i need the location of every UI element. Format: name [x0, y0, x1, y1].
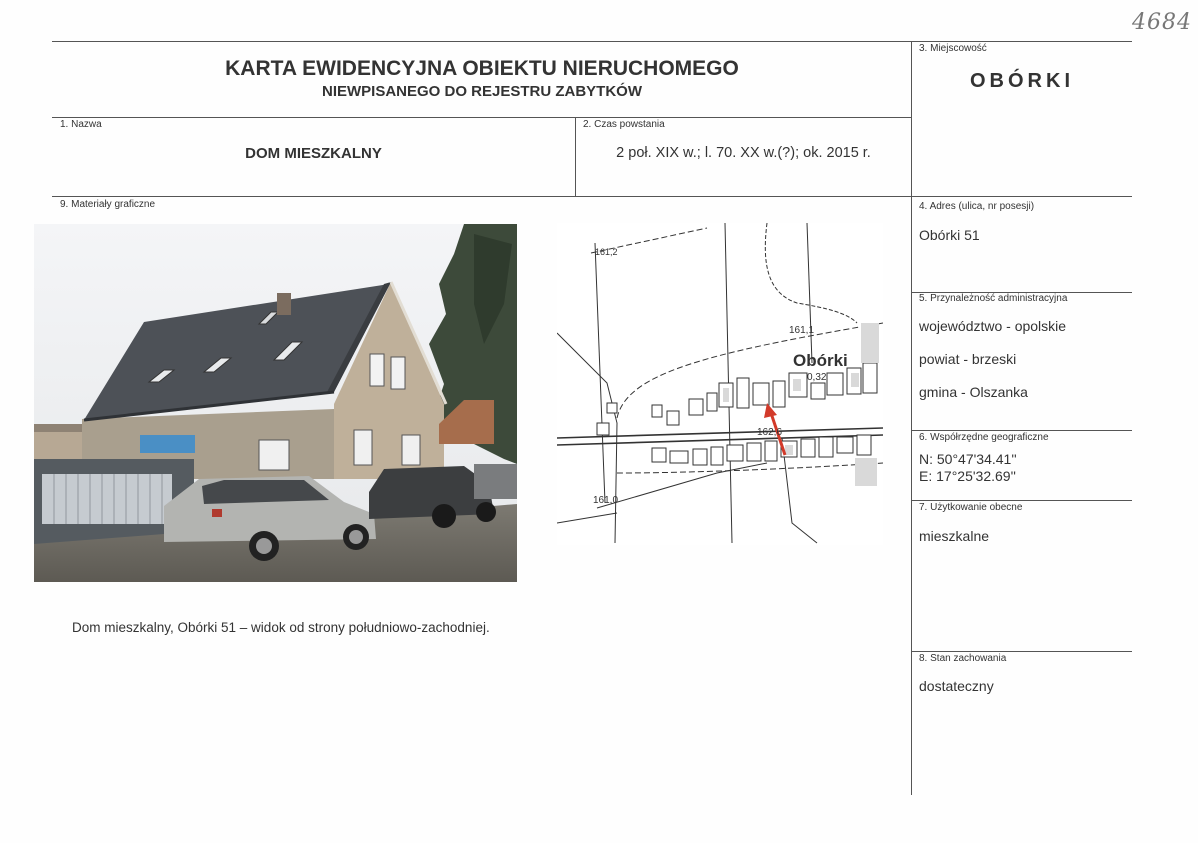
name-label: 1. Nazwa [60, 119, 102, 130]
locality-value: OBÓRKI [970, 70, 1074, 92]
card-subtitle: NIEWPISANEGO DO REJESTRU ZABYTKÓW [321, 83, 643, 100]
house-photo [34, 224, 517, 582]
admin-label: 5. Przynależność administracyjna [919, 293, 1068, 304]
map-elevation-1611: 161,1 [789, 325, 815, 336]
admin-county: powiat - brzeski [919, 351, 1017, 367]
map-elevation-1610: 161,0 [593, 495, 619, 506]
map-elevation-1626: 162,6 [757, 427, 783, 438]
card-title: KARTA EWIDENCYJNA OBIEKTU NIERUCHOMEGO [225, 57, 739, 80]
condition-label: 8. Stan zachowania [919, 653, 1007, 664]
archive-number: 4684 [1132, 10, 1192, 35]
coordinates-label: 6. Współrzędne geograficzne [919, 432, 1049, 443]
admin-voivodeship: województwo - opolskie [919, 318, 1067, 334]
map-place-label: Obórki [793, 351, 848, 370]
frame-row2-bottom-line [52, 196, 1132, 197]
address-value: Obórki 51 [919, 227, 980, 243]
condition-value: dostateczny [919, 678, 994, 694]
usage-label: 7. Użytkowanie obecne [919, 502, 1023, 513]
name-value: DOM MIESZKALNY [245, 145, 382, 162]
address-label: 4. Adres (ulica, nr posesji) [919, 201, 1035, 212]
map-elevation-1612: 161,2 [595, 247, 618, 257]
coordinates-n: N: 50°47'34.41'' [919, 451, 1017, 467]
graphics-label: 9. Materiały graficzne [60, 199, 156, 210]
date-value: 2 poł. XIX w.; l. 70. XX w.(?); ok. 2015 r. [616, 145, 871, 161]
locality-label: 3. Miejscowość [919, 43, 987, 54]
frame-sep-7 [912, 500, 1132, 501]
frame-sep-8 [912, 651, 1132, 652]
frame-right-column-line [911, 41, 912, 795]
frame-sep-6 [912, 430, 1132, 431]
location-map [557, 223, 883, 545]
admin-commune: gmina - Olszanka [919, 384, 1028, 400]
date-label: 2. Czas powstania [583, 119, 665, 130]
photo-caption: Dom mieszkalny, Obórki 51 – widok od strony południowo-zachodniej. [72, 620, 490, 635]
frame-top-line [52, 41, 1132, 42]
usage-value: mieszkalne [919, 528, 990, 544]
coordinates-e: E: 17°25'32.69'' [919, 468, 1016, 484]
map-area-label: 0,32 [807, 372, 827, 383]
frame-header-bottom-line [52, 117, 912, 118]
